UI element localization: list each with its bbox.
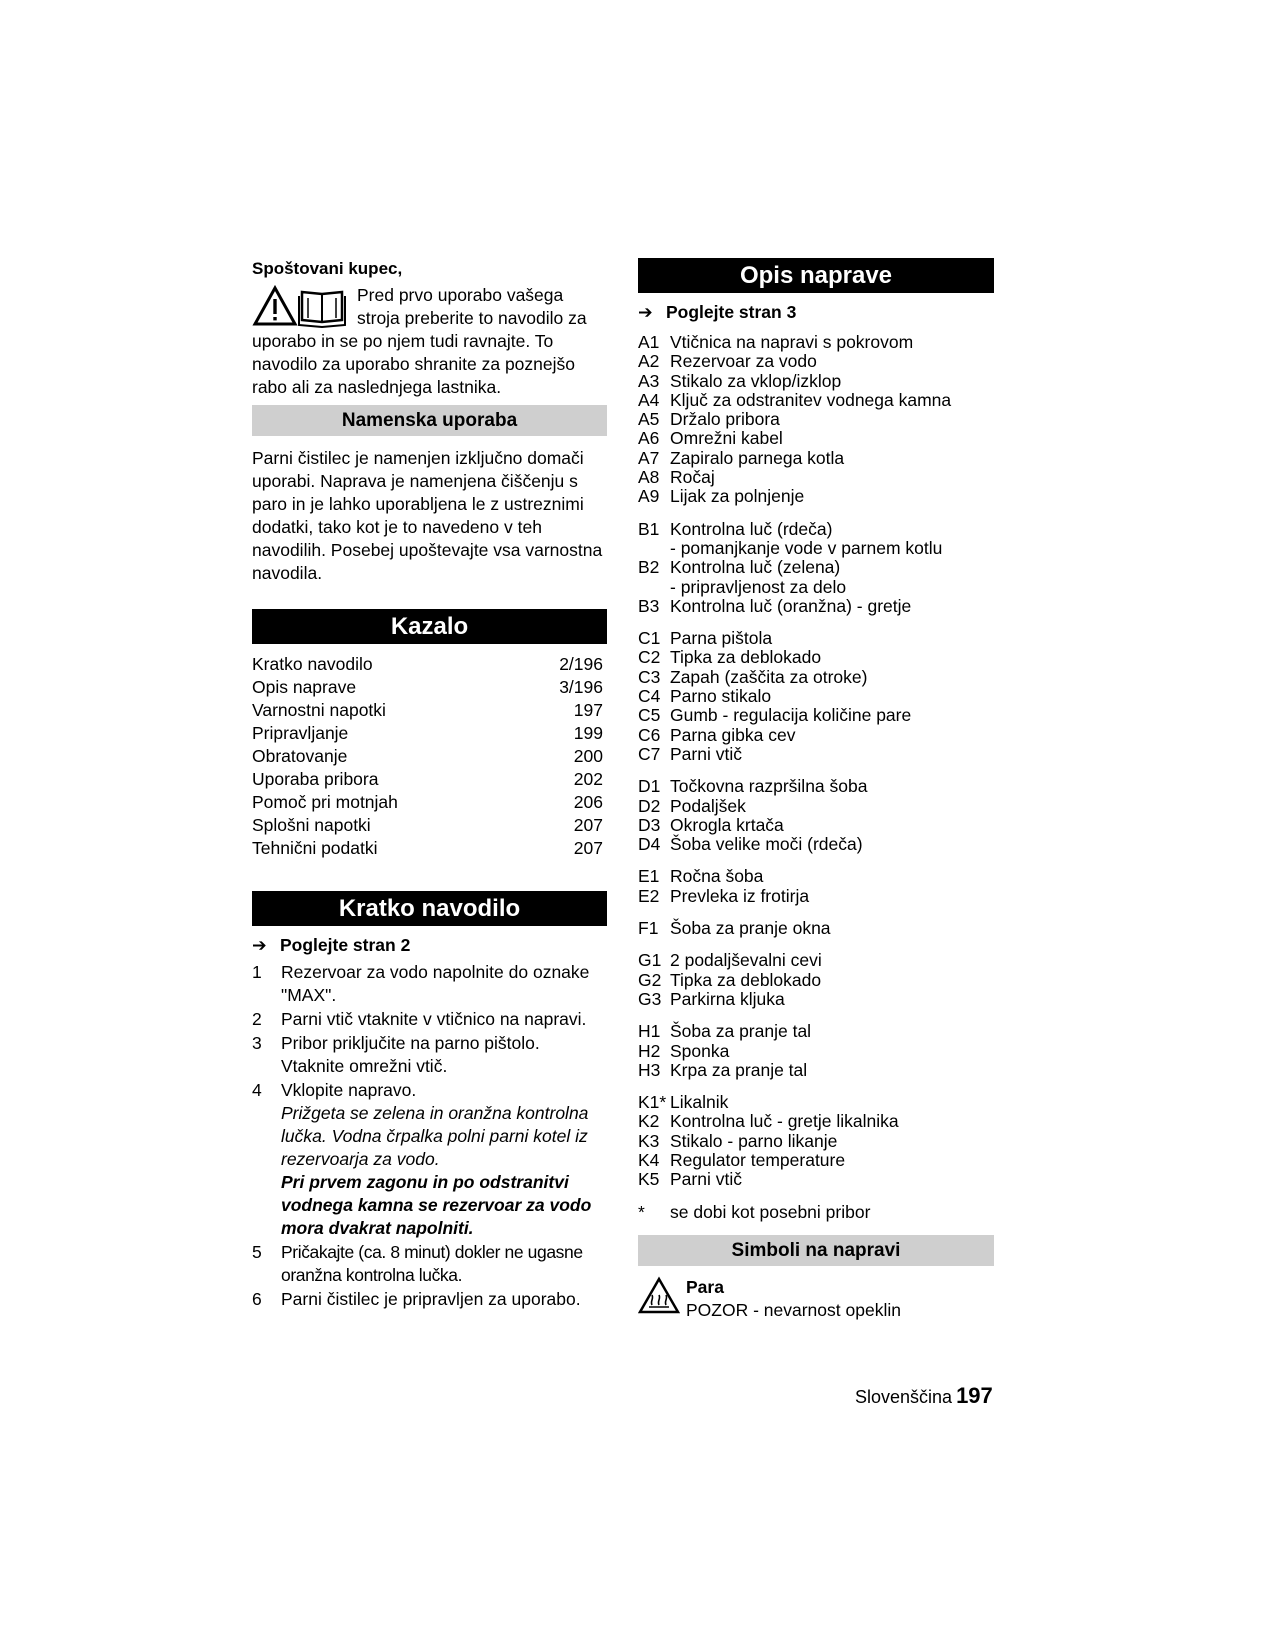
part-code: H3 xyxy=(638,1059,661,1080)
list-item xyxy=(638,648,994,667)
part-body xyxy=(670,520,942,559)
part-code: A7 xyxy=(638,447,660,468)
part-label: Prevleka iz frotirja xyxy=(670,885,810,906)
list-item xyxy=(638,333,994,352)
part-code: H1 xyxy=(638,1021,661,1042)
list-item xyxy=(638,990,994,1009)
list-item xyxy=(252,1079,607,1240)
part-body xyxy=(670,919,831,938)
part-sub-label: - pomanjkanje vode v parnem kotlu xyxy=(670,537,943,558)
toc-heading: Kazalo xyxy=(252,609,607,644)
part-code: K5 xyxy=(638,1169,660,1190)
list-item xyxy=(638,629,994,648)
part-label: Omrežni kabel xyxy=(670,428,783,449)
arrow-right-icon: ➔ xyxy=(638,302,653,322)
part-code: B3 xyxy=(638,595,660,616)
toc-row[interactable] xyxy=(252,676,607,699)
step-number: 3 xyxy=(252,1033,262,1053)
toc-row[interactable] xyxy=(252,814,607,837)
part-code: C7 xyxy=(638,743,661,764)
part-body xyxy=(670,391,951,410)
part-body xyxy=(670,1170,742,1189)
list-item xyxy=(638,372,994,391)
part-body xyxy=(670,777,867,796)
toc-row[interactable] xyxy=(252,791,607,814)
list-item xyxy=(252,1032,607,1078)
step-number: 4 xyxy=(252,1080,262,1100)
page-number: 197 xyxy=(956,1383,993,1408)
parts-group xyxy=(638,777,994,854)
part-code: C3 xyxy=(638,666,661,687)
intro-paragraph xyxy=(252,284,607,399)
part-code: A8 xyxy=(638,467,660,488)
toc-title: Pripravljanje xyxy=(252,723,349,743)
part-body xyxy=(670,951,822,970)
part-label: Parna pištola xyxy=(670,628,773,649)
part-body xyxy=(670,1061,807,1080)
list-item xyxy=(638,1151,994,1170)
step-text: Pričakajte (ca. 8 minut) dokler ne ugasne oranžna kontrolna lučka. xyxy=(281,1242,583,1285)
quick-steps xyxy=(252,961,607,1311)
part-code: D1 xyxy=(638,776,661,797)
part-body xyxy=(670,797,746,816)
list-item xyxy=(638,867,994,886)
list-item xyxy=(638,1112,994,1131)
list-item xyxy=(638,558,994,597)
part-code: F1 xyxy=(638,918,659,939)
part-body xyxy=(670,629,772,648)
part-label: 2 podaljševalni cevi xyxy=(670,950,822,971)
part-body xyxy=(670,835,863,854)
part-label: Zapah (zaščita za otroke) xyxy=(670,666,868,687)
part-body xyxy=(670,1203,870,1222)
list-item xyxy=(638,391,994,410)
part-body xyxy=(670,1112,899,1131)
symbol-description xyxy=(686,1276,901,1322)
part-label: Parkirna kljuka xyxy=(670,988,785,1009)
part-label: Kontrolna luč (zelena) xyxy=(670,557,841,578)
part-body xyxy=(670,1132,837,1151)
see-page-text: Poglejte stran 3 xyxy=(666,302,797,322)
intended-use-text: Parni čistilec je namenjen izključno domači uporabi. Naprava je namenjena čiščenju s paro in je lahko uporabljena le z ustreznimi dodatki, tako kot je to navedeno v teh navodilih. Posebej upoštevajte vsa varnostna navodila. xyxy=(252,448,603,583)
part-label: Vtičnica na napravi s pokrovom xyxy=(670,332,914,352)
step-note: Prižgeta se zelena in oranžna kontrolna lučka. Vodna črpalka polni parni kotel iz rezervoarja za vodo. xyxy=(281,1103,589,1169)
warning-read-manual-icon xyxy=(252,284,347,328)
toc-title: Uporaba pribora xyxy=(252,769,379,789)
symbol-title: Para xyxy=(686,1276,724,1297)
part-body xyxy=(670,372,841,391)
part-label: Parno stikalo xyxy=(670,686,772,707)
part-code: A6 xyxy=(638,428,660,449)
list-item xyxy=(638,919,994,938)
part-label: Podaljšek xyxy=(670,795,746,816)
list-item xyxy=(638,797,994,816)
part-label: Sponka xyxy=(670,1040,730,1061)
part-label: Kontrolna luč - gretje likalnika xyxy=(670,1111,899,1132)
toc-page: 206 xyxy=(573,792,603,812)
part-body xyxy=(670,990,785,1009)
list-item xyxy=(638,1061,994,1080)
part-body xyxy=(670,468,715,487)
list-item xyxy=(638,971,994,990)
part-code: G1 xyxy=(638,950,662,971)
toc-title: Kratko navodilo xyxy=(252,654,373,674)
part-code: D3 xyxy=(638,814,661,835)
part-label: Parni vtič xyxy=(670,1169,742,1190)
toc-page: 199 xyxy=(573,723,603,743)
list-item xyxy=(638,429,994,448)
list-item xyxy=(638,1042,994,1061)
part-body xyxy=(670,352,817,371)
part-body xyxy=(670,1042,729,1061)
left-column xyxy=(252,258,607,1312)
part-code: * xyxy=(638,1201,645,1222)
part-code: K1* xyxy=(638,1092,667,1113)
part-label: Ročna šoba xyxy=(670,866,764,887)
part-code: E2 xyxy=(638,885,660,906)
part-body xyxy=(670,449,844,468)
step-number: 2 xyxy=(252,1009,262,1029)
toc-title: Pomoč pri motnjah xyxy=(252,792,398,812)
part-body xyxy=(670,971,821,990)
part-code: H2 xyxy=(638,1040,661,1061)
part-code: A3 xyxy=(638,370,660,391)
list-item xyxy=(638,777,994,796)
part-label: Regulator temperature xyxy=(670,1149,846,1170)
symbol-text: POZOR - nevarnost opeklin xyxy=(686,1299,901,1320)
list-item xyxy=(638,1022,994,1041)
parts-group xyxy=(638,1203,994,1222)
toc-title: Varnostni napotki xyxy=(252,700,386,720)
part-label: Likalnik xyxy=(670,1092,729,1113)
part-code: D2 xyxy=(638,795,661,816)
list-item xyxy=(638,706,994,725)
step-text: Pribor priključite na parno pištolo. Vtaknite omrežni vtič. xyxy=(281,1033,540,1076)
part-label: Držalo pribora xyxy=(670,409,780,430)
device-description-heading: Opis naprave xyxy=(638,258,994,293)
toc-page: 202 xyxy=(573,769,603,789)
part-body xyxy=(670,558,846,597)
part-body xyxy=(670,887,809,906)
parts-group xyxy=(638,867,994,906)
part-body xyxy=(670,745,742,764)
part-body xyxy=(670,1151,845,1170)
intended-use-heading: Namenska uporaba xyxy=(252,405,607,436)
list-item xyxy=(252,1241,607,1287)
part-code: A2 xyxy=(638,351,660,372)
list-item xyxy=(252,961,607,1007)
part-label: Šoba za pranje okna xyxy=(670,918,831,939)
toc-row[interactable] xyxy=(252,722,607,745)
list-item xyxy=(252,1008,607,1031)
part-body xyxy=(670,1022,811,1041)
list-item xyxy=(638,1093,994,1112)
toc-page: 207 xyxy=(573,838,603,858)
list-item xyxy=(638,687,994,706)
part-label: Stikalo za vklop/izklop xyxy=(670,370,842,391)
list-item xyxy=(638,352,994,371)
parts-group xyxy=(638,1093,994,1189)
footer-language: Slovenščina xyxy=(855,1387,953,1407)
part-code: K2 xyxy=(638,1111,660,1132)
part-label: Šoba velike moči (rdeča) xyxy=(670,834,863,855)
part-label: Šoba za pranje tal xyxy=(670,1021,812,1042)
parts-group xyxy=(638,1022,994,1080)
part-code: K3 xyxy=(638,1130,660,1151)
toc-page: 200 xyxy=(573,746,603,766)
part-code: B2 xyxy=(638,557,660,578)
list-item xyxy=(638,520,994,559)
part-label: Okrogla krtača xyxy=(670,814,784,835)
step-text: Vklopite napravo. xyxy=(281,1080,417,1100)
part-body xyxy=(670,487,804,506)
list-item xyxy=(638,468,994,487)
part-body xyxy=(670,333,913,352)
part-label: Točkovna razpršilna šoba xyxy=(670,776,868,797)
list-item xyxy=(638,726,994,745)
part-label: Stikalo - parno likanje xyxy=(670,1130,838,1151)
part-label: Zapiralo parnega kotla xyxy=(670,447,845,468)
part-code: C1 xyxy=(638,628,661,649)
list-item xyxy=(638,887,994,906)
parts-group xyxy=(638,629,994,764)
hot-steam-warning-icon xyxy=(638,1276,680,1314)
part-code: K4 xyxy=(638,1149,660,1170)
part-body xyxy=(670,726,796,745)
part-label: Ročaj xyxy=(670,467,715,488)
quick-guide-heading: Kratko navodilo xyxy=(252,891,607,926)
part-label: Kontrolna luč (oranžna) - gretje xyxy=(670,595,912,616)
arrow-right-icon: ➔ xyxy=(252,935,267,955)
greeting: Spoštovani kupec, xyxy=(252,259,403,278)
part-code: E1 xyxy=(638,866,660,887)
part-label: Parni vtič xyxy=(670,743,742,764)
toc-row[interactable] xyxy=(252,653,607,676)
part-code: C2 xyxy=(638,647,661,668)
list-item xyxy=(638,597,994,616)
see-page-text: Poglejte stran 2 xyxy=(280,935,411,955)
step-text: Parni čistilec je pripravljen za uporabo. xyxy=(281,1289,581,1309)
step-warning: Pri prvem zagonu in po odstranitvi vodnega kamna se rezervoar za vodo mora dvakrat napolniti. xyxy=(281,1172,592,1238)
list-item xyxy=(252,1288,607,1311)
part-body xyxy=(670,668,867,687)
part-label: Tipka za deblokado xyxy=(670,647,822,668)
part-body xyxy=(670,1093,728,1112)
part-body xyxy=(670,648,821,667)
toc-page: 197 xyxy=(573,700,603,720)
part-body xyxy=(670,429,783,448)
part-code: A1 xyxy=(638,332,660,352)
step-number: 5 xyxy=(252,1242,262,1262)
list-item xyxy=(638,816,994,835)
list-item xyxy=(638,449,994,468)
toc-list xyxy=(252,653,607,860)
part-body xyxy=(670,816,784,835)
toc-row[interactable] xyxy=(252,699,607,722)
part-body xyxy=(670,410,780,429)
part-code: G3 xyxy=(638,988,662,1009)
part-label: Tipka za deblokado xyxy=(670,969,822,990)
step-body xyxy=(281,1079,607,1240)
toc-title: Obratovanje xyxy=(252,746,348,766)
part-code: G2 xyxy=(638,969,662,990)
toc-title: Splošni napotki xyxy=(252,815,371,835)
toc-title: Tehnični podatki xyxy=(252,838,378,858)
see-page-reference xyxy=(638,301,994,324)
toc-page: 3/196 xyxy=(559,677,603,697)
toc-title: Opis naprave xyxy=(252,677,357,697)
part-label: Gumb - regulacija količine pare xyxy=(670,705,912,726)
parts-group xyxy=(638,951,994,1009)
part-label: Ključ za odstranitev vodnega kamna xyxy=(670,389,952,410)
part-body xyxy=(670,687,771,706)
part-code: B1 xyxy=(638,518,660,539)
part-label: Parna gibka cev xyxy=(670,724,796,745)
part-body xyxy=(670,597,911,616)
part-code: A4 xyxy=(638,389,660,410)
list-item xyxy=(638,1132,994,1151)
part-code: A9 xyxy=(638,486,660,507)
part-body xyxy=(670,706,911,725)
list-item xyxy=(638,1203,994,1222)
part-body xyxy=(670,867,763,886)
toc-row[interactable] xyxy=(252,745,607,768)
step-number: 6 xyxy=(252,1289,262,1309)
parts-list xyxy=(638,333,994,1222)
part-code: C5 xyxy=(638,705,661,726)
list-item xyxy=(638,668,994,687)
see-page-reference xyxy=(252,934,607,957)
parts-group xyxy=(638,919,994,938)
step-text: Parni vtič vtaknite v vtičnico na napravi. xyxy=(281,1009,587,1029)
list-item xyxy=(638,487,994,506)
part-sub-label: - pripravljenost za delo xyxy=(670,576,847,597)
toc-row[interactable] xyxy=(252,837,607,860)
intro-text: Pred prvo uporabo vašega stroja preberite to navodilo za uporabo in se po njem tudi ravnajte. To navodilo za uporabo shranite za poznejšo rabo ali za naslednjega lastnika. xyxy=(252,285,587,397)
part-code: D4 xyxy=(638,834,661,855)
part-label: Lijak za polnjenje xyxy=(670,486,805,507)
list-item xyxy=(638,835,994,854)
toc-row[interactable] xyxy=(252,768,607,791)
part-code: C4 xyxy=(638,686,661,707)
parts-group xyxy=(638,520,994,616)
list-item xyxy=(638,410,994,429)
list-item xyxy=(638,951,994,970)
part-code: C6 xyxy=(638,724,661,745)
page-footer xyxy=(855,1383,993,1409)
step-number: 1 xyxy=(252,962,262,982)
part-label: Kontrolna luč (rdeča) xyxy=(670,518,833,539)
list-item xyxy=(638,745,994,764)
parts-group xyxy=(638,333,994,507)
part-label: Krpa za pranje tal xyxy=(670,1059,808,1080)
toc-page: 2/196 xyxy=(559,654,603,674)
symbol-row xyxy=(638,1276,994,1322)
toc-page: 207 xyxy=(573,815,603,835)
right-column xyxy=(638,258,994,1322)
symbols-heading: Simboli na napravi xyxy=(638,1235,994,1266)
part-label: Rezervoar za vodo xyxy=(670,351,817,372)
step-text: Rezervoar za vodo napolnite do oznake "MAX". xyxy=(281,962,590,1005)
part-code: A5 xyxy=(638,409,660,430)
list-item xyxy=(638,1170,994,1189)
part-label: se dobi kot posebni pribor xyxy=(670,1201,871,1222)
